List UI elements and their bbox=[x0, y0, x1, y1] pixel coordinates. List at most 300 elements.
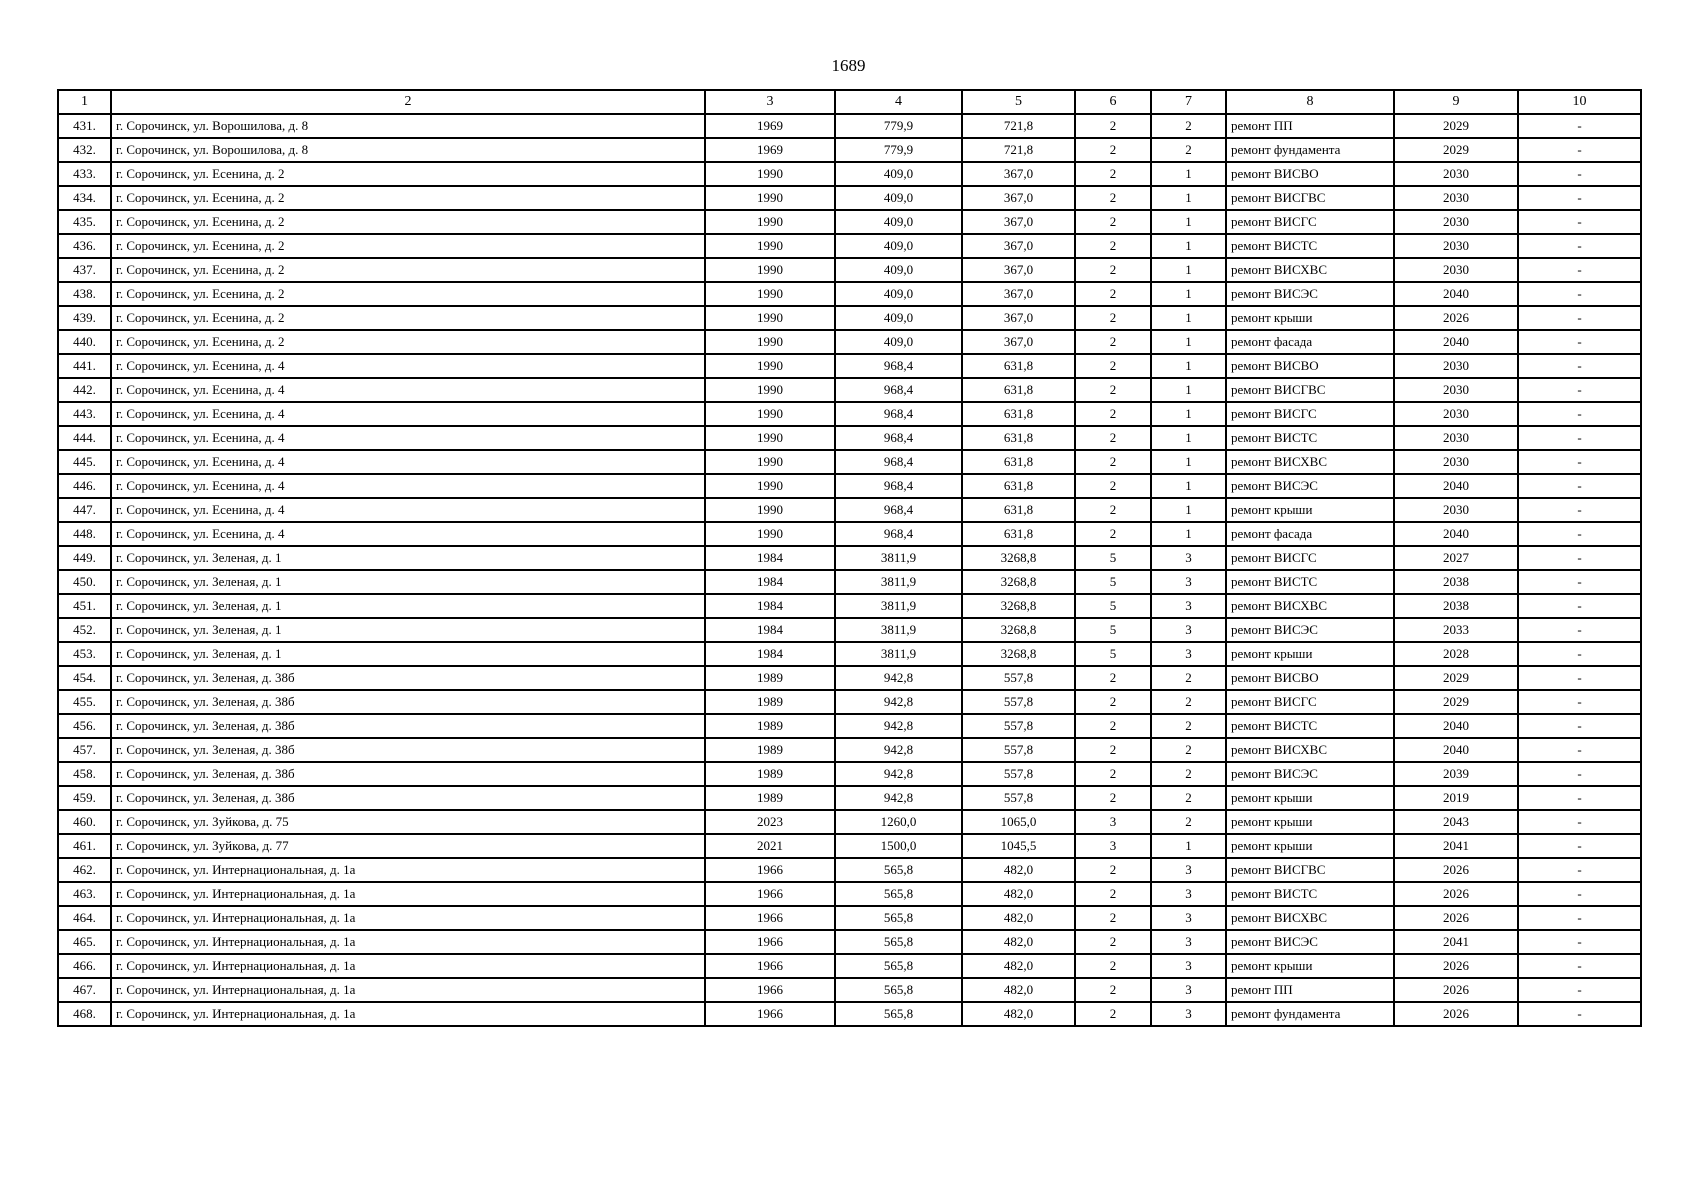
address-cell: г. Сорочинск, ул. Есенина, д. 2 bbox=[111, 258, 705, 282]
living-area-cell: 631,8 bbox=[962, 498, 1075, 522]
floors-cell: 2 bbox=[1075, 354, 1151, 378]
entrances-cell: 3 bbox=[1151, 594, 1226, 618]
year-built-cell: 1990 bbox=[705, 162, 835, 186]
row-number-cell: 453. bbox=[58, 642, 111, 666]
table-body bbox=[58, 114, 1641, 1026]
planned-year-cell: 2030 bbox=[1394, 258, 1518, 282]
row-number-cell: 438. bbox=[58, 282, 111, 306]
note-cell: - bbox=[1518, 954, 1641, 978]
entrances-cell: 1 bbox=[1151, 354, 1226, 378]
address-cell: г. Сорочинск, ул. Есенина, д. 4 bbox=[111, 354, 705, 378]
row-number-cell: 450. bbox=[58, 570, 111, 594]
repair-schedule-table bbox=[57, 89, 1642, 1027]
floors-cell: 2 bbox=[1075, 738, 1151, 762]
living-area-cell: 631,8 bbox=[962, 474, 1075, 498]
floors-cell: 2 bbox=[1075, 138, 1151, 162]
work-type-cell: ремонт ВИСТС bbox=[1226, 714, 1394, 738]
table-row bbox=[58, 570, 1641, 594]
table-row bbox=[58, 474, 1641, 498]
address-cell: г. Сорочинск, ул. Зеленая, д. 1 bbox=[111, 618, 705, 642]
year-built-cell: 1990 bbox=[705, 522, 835, 546]
floors-cell: 2 bbox=[1075, 426, 1151, 450]
planned-year-cell: 2026 bbox=[1394, 858, 1518, 882]
table-row bbox=[58, 330, 1641, 354]
floors-cell: 2 bbox=[1075, 114, 1151, 138]
total-area-cell: 1260,0 bbox=[835, 810, 962, 834]
column-header-1: 1 bbox=[58, 90, 111, 114]
living-area-cell: 631,8 bbox=[962, 354, 1075, 378]
floors-cell: 2 bbox=[1075, 522, 1151, 546]
address-cell: г. Сорочинск, ул. Есенина, д. 4 bbox=[111, 522, 705, 546]
note-cell: - bbox=[1518, 714, 1641, 738]
year-built-cell: 1989 bbox=[705, 690, 835, 714]
note-cell: - bbox=[1518, 330, 1641, 354]
entrances-cell: 1 bbox=[1151, 474, 1226, 498]
planned-year-cell: 2029 bbox=[1394, 666, 1518, 690]
address-cell: г. Сорочинск, ул. Зеленая, д. 38б bbox=[111, 738, 705, 762]
table-row bbox=[58, 618, 1641, 642]
row-number-cell: 437. bbox=[58, 258, 111, 282]
planned-year-cell: 2030 bbox=[1394, 162, 1518, 186]
entrances-cell: 1 bbox=[1151, 210, 1226, 234]
entrances-cell: 1 bbox=[1151, 186, 1226, 210]
living-area-cell: 3268,8 bbox=[962, 642, 1075, 666]
year-built-cell: 1984 bbox=[705, 570, 835, 594]
address-cell: г. Сорочинск, ул. Интернациональная, д. 1а bbox=[111, 954, 705, 978]
year-built-cell: 2021 bbox=[705, 834, 835, 858]
note-cell: - bbox=[1518, 402, 1641, 426]
address-cell: г. Сорочинск, ул. Зеленая, д. 38б bbox=[111, 690, 705, 714]
planned-year-cell: 2029 bbox=[1394, 690, 1518, 714]
work-type-cell: ремонт ВИСГВС bbox=[1226, 378, 1394, 402]
floors-cell: 2 bbox=[1075, 330, 1151, 354]
planned-year-cell: 2039 bbox=[1394, 762, 1518, 786]
year-built-cell: 1966 bbox=[705, 978, 835, 1002]
note-cell: - bbox=[1518, 930, 1641, 954]
table-row bbox=[58, 714, 1641, 738]
planned-year-cell: 2040 bbox=[1394, 330, 1518, 354]
note-cell: - bbox=[1518, 690, 1641, 714]
address-cell: г. Сорочинск, ул. Есенина, д. 4 bbox=[111, 474, 705, 498]
address-cell: г. Сорочинск, ул. Зеленая, д. 1 bbox=[111, 570, 705, 594]
address-cell: г. Сорочинск, ул. Есенина, д. 4 bbox=[111, 426, 705, 450]
floors-cell: 5 bbox=[1075, 618, 1151, 642]
note-cell: - bbox=[1518, 882, 1641, 906]
living-area-cell: 367,0 bbox=[962, 234, 1075, 258]
row-number-cell: 461. bbox=[58, 834, 111, 858]
total-area-cell: 3811,9 bbox=[835, 618, 962, 642]
work-type-cell: ремонт ВИСХВС bbox=[1226, 906, 1394, 930]
column-header-3: 3 bbox=[705, 90, 835, 114]
address-cell: г. Сорочинск, ул. Зеленая, д. 1 bbox=[111, 594, 705, 618]
row-number-cell: 451. bbox=[58, 594, 111, 618]
table-row bbox=[58, 522, 1641, 546]
work-type-cell: ремонт ВИСХВС bbox=[1226, 594, 1394, 618]
planned-year-cell: 2040 bbox=[1394, 714, 1518, 738]
floors-cell: 2 bbox=[1075, 978, 1151, 1002]
table-row bbox=[58, 858, 1641, 882]
floors-cell: 2 bbox=[1075, 210, 1151, 234]
total-area-cell: 565,8 bbox=[835, 858, 962, 882]
entrances-cell: 2 bbox=[1151, 738, 1226, 762]
row-number-cell: 435. bbox=[58, 210, 111, 234]
work-type-cell: ремонт ВИСХВС bbox=[1226, 450, 1394, 474]
total-area-cell: 968,4 bbox=[835, 474, 962, 498]
entrances-cell: 2 bbox=[1151, 114, 1226, 138]
living-area-cell: 631,8 bbox=[962, 378, 1075, 402]
floors-cell: 2 bbox=[1075, 378, 1151, 402]
row-number-cell: 448. bbox=[58, 522, 111, 546]
entrances-cell: 1 bbox=[1151, 258, 1226, 282]
table-row bbox=[58, 762, 1641, 786]
year-built-cell: 1990 bbox=[705, 378, 835, 402]
living-area-cell: 367,0 bbox=[962, 282, 1075, 306]
row-number-cell: 458. bbox=[58, 762, 111, 786]
note-cell: - bbox=[1518, 498, 1641, 522]
row-number-cell: 466. bbox=[58, 954, 111, 978]
year-built-cell: 1966 bbox=[705, 954, 835, 978]
row-number-cell: 452. bbox=[58, 618, 111, 642]
address-cell: г. Сорочинск, ул. Зуйкова, д. 77 bbox=[111, 834, 705, 858]
living-area-cell: 367,0 bbox=[962, 186, 1075, 210]
planned-year-cell: 2026 bbox=[1394, 1002, 1518, 1026]
living-area-cell: 482,0 bbox=[962, 906, 1075, 930]
living-area-cell: 557,8 bbox=[962, 666, 1075, 690]
entrances-cell: 2 bbox=[1151, 810, 1226, 834]
living-area-cell: 3268,8 bbox=[962, 594, 1075, 618]
table-row bbox=[58, 834, 1641, 858]
note-cell: - bbox=[1518, 570, 1641, 594]
entrances-cell: 1 bbox=[1151, 498, 1226, 522]
planned-year-cell: 2030 bbox=[1394, 426, 1518, 450]
total-area-cell: 968,4 bbox=[835, 450, 962, 474]
table-row bbox=[58, 114, 1641, 138]
work-type-cell: ремонт ВИСТС bbox=[1226, 570, 1394, 594]
entrances-cell: 1 bbox=[1151, 450, 1226, 474]
work-type-cell: ремонт крыши bbox=[1226, 306, 1394, 330]
note-cell: - bbox=[1518, 282, 1641, 306]
year-built-cell: 1989 bbox=[705, 738, 835, 762]
total-area-cell: 968,4 bbox=[835, 498, 962, 522]
table-row bbox=[58, 258, 1641, 282]
row-number-cell: 434. bbox=[58, 186, 111, 210]
living-area-cell: 721,8 bbox=[962, 114, 1075, 138]
entrances-cell: 3 bbox=[1151, 546, 1226, 570]
living-area-cell: 721,8 bbox=[962, 138, 1075, 162]
address-cell: г. Сорочинск, ул. Есенина, д. 2 bbox=[111, 162, 705, 186]
planned-year-cell: 2038 bbox=[1394, 594, 1518, 618]
address-cell: г. Сорочинск, ул. Интернациональная, д. 1а bbox=[111, 978, 705, 1002]
table-row bbox=[58, 954, 1641, 978]
floors-cell: 2 bbox=[1075, 258, 1151, 282]
work-type-cell: ремонт крыши bbox=[1226, 642, 1394, 666]
table-row bbox=[58, 546, 1641, 570]
living-area-cell: 631,8 bbox=[962, 426, 1075, 450]
note-cell: - bbox=[1518, 642, 1641, 666]
row-number-cell: 459. bbox=[58, 786, 111, 810]
work-type-cell: ремонт фасада bbox=[1226, 522, 1394, 546]
note-cell: - bbox=[1518, 810, 1641, 834]
address-cell: г. Сорочинск, ул. Зеленая, д. 38б bbox=[111, 666, 705, 690]
row-number-cell: 446. bbox=[58, 474, 111, 498]
year-built-cell: 1966 bbox=[705, 882, 835, 906]
year-built-cell: 1990 bbox=[705, 186, 835, 210]
entrances-cell: 3 bbox=[1151, 882, 1226, 906]
living-area-cell: 482,0 bbox=[962, 930, 1075, 954]
table-row bbox=[58, 378, 1641, 402]
planned-year-cell: 2043 bbox=[1394, 810, 1518, 834]
living-area-cell: 3268,8 bbox=[962, 570, 1075, 594]
note-cell: - bbox=[1518, 906, 1641, 930]
entrances-cell: 2 bbox=[1151, 138, 1226, 162]
work-type-cell: ремонт ВИСВО bbox=[1226, 666, 1394, 690]
row-number-cell: 462. bbox=[58, 858, 111, 882]
year-built-cell: 1990 bbox=[705, 426, 835, 450]
address-cell: г. Сорочинск, ул. Есенина, д. 2 bbox=[111, 210, 705, 234]
year-built-cell: 1989 bbox=[705, 786, 835, 810]
row-number-cell: 456. bbox=[58, 714, 111, 738]
planned-year-cell: 2026 bbox=[1394, 306, 1518, 330]
entrances-cell: 1 bbox=[1151, 426, 1226, 450]
table-row bbox=[58, 666, 1641, 690]
work-type-cell: ремонт ВИСГВС bbox=[1226, 858, 1394, 882]
entrances-cell: 3 bbox=[1151, 930, 1226, 954]
note-cell: - bbox=[1518, 186, 1641, 210]
living-area-cell: 557,8 bbox=[962, 786, 1075, 810]
row-number-cell: 464. bbox=[58, 906, 111, 930]
entrances-cell: 1 bbox=[1151, 306, 1226, 330]
floors-cell: 5 bbox=[1075, 570, 1151, 594]
total-area-cell: 409,0 bbox=[835, 186, 962, 210]
year-built-cell: 1984 bbox=[705, 594, 835, 618]
address-cell: г. Сорочинск, ул. Интернациональная, д. 1а bbox=[111, 930, 705, 954]
note-cell: - bbox=[1518, 978, 1641, 1002]
table-row bbox=[58, 402, 1641, 426]
total-area-cell: 779,9 bbox=[835, 138, 962, 162]
floors-cell: 5 bbox=[1075, 642, 1151, 666]
work-type-cell: ремонт ВИСГС bbox=[1226, 210, 1394, 234]
work-type-cell: ремонт фасада bbox=[1226, 330, 1394, 354]
total-area-cell: 942,8 bbox=[835, 762, 962, 786]
entrances-cell: 1 bbox=[1151, 378, 1226, 402]
year-built-cell: 1990 bbox=[705, 474, 835, 498]
floors-cell: 2 bbox=[1075, 450, 1151, 474]
note-cell: - bbox=[1518, 450, 1641, 474]
entrances-cell: 3 bbox=[1151, 618, 1226, 642]
note-cell: - bbox=[1518, 618, 1641, 642]
total-area-cell: 1500,0 bbox=[835, 834, 962, 858]
row-number-cell: 445. bbox=[58, 450, 111, 474]
note-cell: - bbox=[1518, 738, 1641, 762]
living-area-cell: 631,8 bbox=[962, 450, 1075, 474]
note-cell: - bbox=[1518, 1002, 1641, 1026]
note-cell: - bbox=[1518, 762, 1641, 786]
table-row bbox=[58, 186, 1641, 210]
table-row bbox=[58, 738, 1641, 762]
planned-year-cell: 2026 bbox=[1394, 906, 1518, 930]
entrances-cell: 3 bbox=[1151, 858, 1226, 882]
column-header-8: 8 bbox=[1226, 90, 1394, 114]
total-area-cell: 942,8 bbox=[835, 666, 962, 690]
total-area-cell: 968,4 bbox=[835, 522, 962, 546]
note-cell: - bbox=[1518, 546, 1641, 570]
planned-year-cell: 2040 bbox=[1394, 474, 1518, 498]
work-type-cell: ремонт фундамента bbox=[1226, 1002, 1394, 1026]
planned-year-cell: 2041 bbox=[1394, 834, 1518, 858]
planned-year-cell: 2030 bbox=[1394, 354, 1518, 378]
work-type-cell: ремонт крыши bbox=[1226, 786, 1394, 810]
year-built-cell: 1984 bbox=[705, 618, 835, 642]
table-row bbox=[58, 306, 1641, 330]
floors-cell: 2 bbox=[1075, 762, 1151, 786]
note-cell: - bbox=[1518, 378, 1641, 402]
row-number-cell: 443. bbox=[58, 402, 111, 426]
planned-year-cell: 2030 bbox=[1394, 402, 1518, 426]
entrances-cell: 1 bbox=[1151, 522, 1226, 546]
planned-year-cell: 2028 bbox=[1394, 642, 1518, 666]
planned-year-cell: 2030 bbox=[1394, 498, 1518, 522]
planned-year-cell: 2038 bbox=[1394, 570, 1518, 594]
year-built-cell: 1990 bbox=[705, 330, 835, 354]
floors-cell: 2 bbox=[1075, 474, 1151, 498]
work-type-cell: ремонт ВИСТС bbox=[1226, 234, 1394, 258]
address-cell: г. Сорочинск, ул. Зуйкова, д. 75 bbox=[111, 810, 705, 834]
living-area-cell: 557,8 bbox=[962, 762, 1075, 786]
table-row bbox=[58, 690, 1641, 714]
work-type-cell: ремонт крыши bbox=[1226, 498, 1394, 522]
work-type-cell: ремонт фундамента bbox=[1226, 138, 1394, 162]
living-area-cell: 482,0 bbox=[962, 978, 1075, 1002]
floors-cell: 3 bbox=[1075, 810, 1151, 834]
table-row bbox=[58, 426, 1641, 450]
address-cell: г. Сорочинск, ул. Интернациональная, д. 1а bbox=[111, 906, 705, 930]
column-header-6: 6 bbox=[1075, 90, 1151, 114]
table-row bbox=[58, 234, 1641, 258]
note-cell: - bbox=[1518, 858, 1641, 882]
year-built-cell: 1990 bbox=[705, 450, 835, 474]
living-area-cell: 557,8 bbox=[962, 690, 1075, 714]
work-type-cell: ремонт ВИСТС bbox=[1226, 882, 1394, 906]
note-cell: - bbox=[1518, 786, 1641, 810]
note-cell: - bbox=[1518, 162, 1641, 186]
living-area-cell: 631,8 bbox=[962, 522, 1075, 546]
floors-cell: 2 bbox=[1075, 882, 1151, 906]
year-built-cell: 1966 bbox=[705, 1002, 835, 1026]
total-area-cell: 968,4 bbox=[835, 402, 962, 426]
work-type-cell: ремонт ПП bbox=[1226, 114, 1394, 138]
planned-year-cell: 2040 bbox=[1394, 738, 1518, 762]
entrances-cell: 3 bbox=[1151, 642, 1226, 666]
note-cell: - bbox=[1518, 666, 1641, 690]
floors-cell: 2 bbox=[1075, 786, 1151, 810]
year-built-cell: 1966 bbox=[705, 906, 835, 930]
entrances-cell: 3 bbox=[1151, 906, 1226, 930]
floors-cell: 2 bbox=[1075, 1002, 1151, 1026]
year-built-cell: 1990 bbox=[705, 498, 835, 522]
total-area-cell: 565,8 bbox=[835, 1002, 962, 1026]
floors-cell: 5 bbox=[1075, 594, 1151, 618]
column-header-5: 5 bbox=[962, 90, 1075, 114]
address-cell: г. Сорочинск, ул. Есенина, д. 2 bbox=[111, 186, 705, 210]
entrances-cell: 1 bbox=[1151, 402, 1226, 426]
table-row bbox=[58, 354, 1641, 378]
table-row bbox=[58, 810, 1641, 834]
work-type-cell: ремонт ВИСВО bbox=[1226, 162, 1394, 186]
address-cell: г. Сорочинск, ул. Зеленая, д. 1 bbox=[111, 546, 705, 570]
note-cell: - bbox=[1518, 474, 1641, 498]
floors-cell: 2 bbox=[1075, 498, 1151, 522]
row-number-cell: 432. bbox=[58, 138, 111, 162]
work-type-cell: ремонт ВИСЭС bbox=[1226, 930, 1394, 954]
entrances-cell: 2 bbox=[1151, 666, 1226, 690]
table-row bbox=[58, 882, 1641, 906]
entrances-cell: 1 bbox=[1151, 282, 1226, 306]
year-built-cell: 1969 bbox=[705, 138, 835, 162]
row-number-cell: 455. bbox=[58, 690, 111, 714]
row-number-cell: 433. bbox=[58, 162, 111, 186]
row-number-cell: 454. bbox=[58, 666, 111, 690]
work-type-cell: ремонт ВИСХВС bbox=[1226, 738, 1394, 762]
row-number-cell: 468. bbox=[58, 1002, 111, 1026]
floors-cell: 2 bbox=[1075, 666, 1151, 690]
work-type-cell: ремонт ВИСГВС bbox=[1226, 186, 1394, 210]
year-built-cell: 1989 bbox=[705, 666, 835, 690]
address-cell: г. Сорочинск, ул. Есенина, д. 2 bbox=[111, 282, 705, 306]
work-type-cell: ремонт крыши bbox=[1226, 954, 1394, 978]
year-built-cell: 1990 bbox=[705, 258, 835, 282]
note-cell: - bbox=[1518, 426, 1641, 450]
year-built-cell: 1990 bbox=[705, 234, 835, 258]
floors-cell: 2 bbox=[1075, 234, 1151, 258]
living-area-cell: 482,0 bbox=[962, 882, 1075, 906]
total-area-cell: 968,4 bbox=[835, 354, 962, 378]
planned-year-cell: 2029 bbox=[1394, 138, 1518, 162]
note-cell: - bbox=[1518, 138, 1641, 162]
note-cell: - bbox=[1518, 114, 1641, 138]
table-row bbox=[58, 162, 1641, 186]
total-area-cell: 3811,9 bbox=[835, 570, 962, 594]
column-header-2: 2 bbox=[111, 90, 705, 114]
entrances-cell: 2 bbox=[1151, 762, 1226, 786]
entrances-cell: 2 bbox=[1151, 714, 1226, 738]
planned-year-cell: 2030 bbox=[1394, 210, 1518, 234]
work-type-cell: ремонт ВИСЭС bbox=[1226, 618, 1394, 642]
entrances-cell: 3 bbox=[1151, 978, 1226, 1002]
year-built-cell: 1990 bbox=[705, 402, 835, 426]
living-area-cell: 3268,8 bbox=[962, 546, 1075, 570]
year-built-cell: 2023 bbox=[705, 810, 835, 834]
table-row bbox=[58, 210, 1641, 234]
living-area-cell: 557,8 bbox=[962, 714, 1075, 738]
entrances-cell: 1 bbox=[1151, 834, 1226, 858]
entrances-cell: 3 bbox=[1151, 1002, 1226, 1026]
address-cell: г. Сорочинск, ул. Есенина, д. 4 bbox=[111, 498, 705, 522]
living-area-cell: 1045,5 bbox=[962, 834, 1075, 858]
row-number-cell: 439. bbox=[58, 306, 111, 330]
column-header-7: 7 bbox=[1151, 90, 1226, 114]
total-area-cell: 409,0 bbox=[835, 306, 962, 330]
row-number-cell: 444. bbox=[58, 426, 111, 450]
note-cell: - bbox=[1518, 522, 1641, 546]
living-area-cell: 367,0 bbox=[962, 258, 1075, 282]
total-area-cell: 565,8 bbox=[835, 954, 962, 978]
living-area-cell: 3268,8 bbox=[962, 618, 1075, 642]
planned-year-cell: 2029 bbox=[1394, 114, 1518, 138]
row-number-cell: 463. bbox=[58, 882, 111, 906]
column-header-10: 10 bbox=[1518, 90, 1641, 114]
planned-year-cell: 2026 bbox=[1394, 954, 1518, 978]
note-cell: - bbox=[1518, 210, 1641, 234]
